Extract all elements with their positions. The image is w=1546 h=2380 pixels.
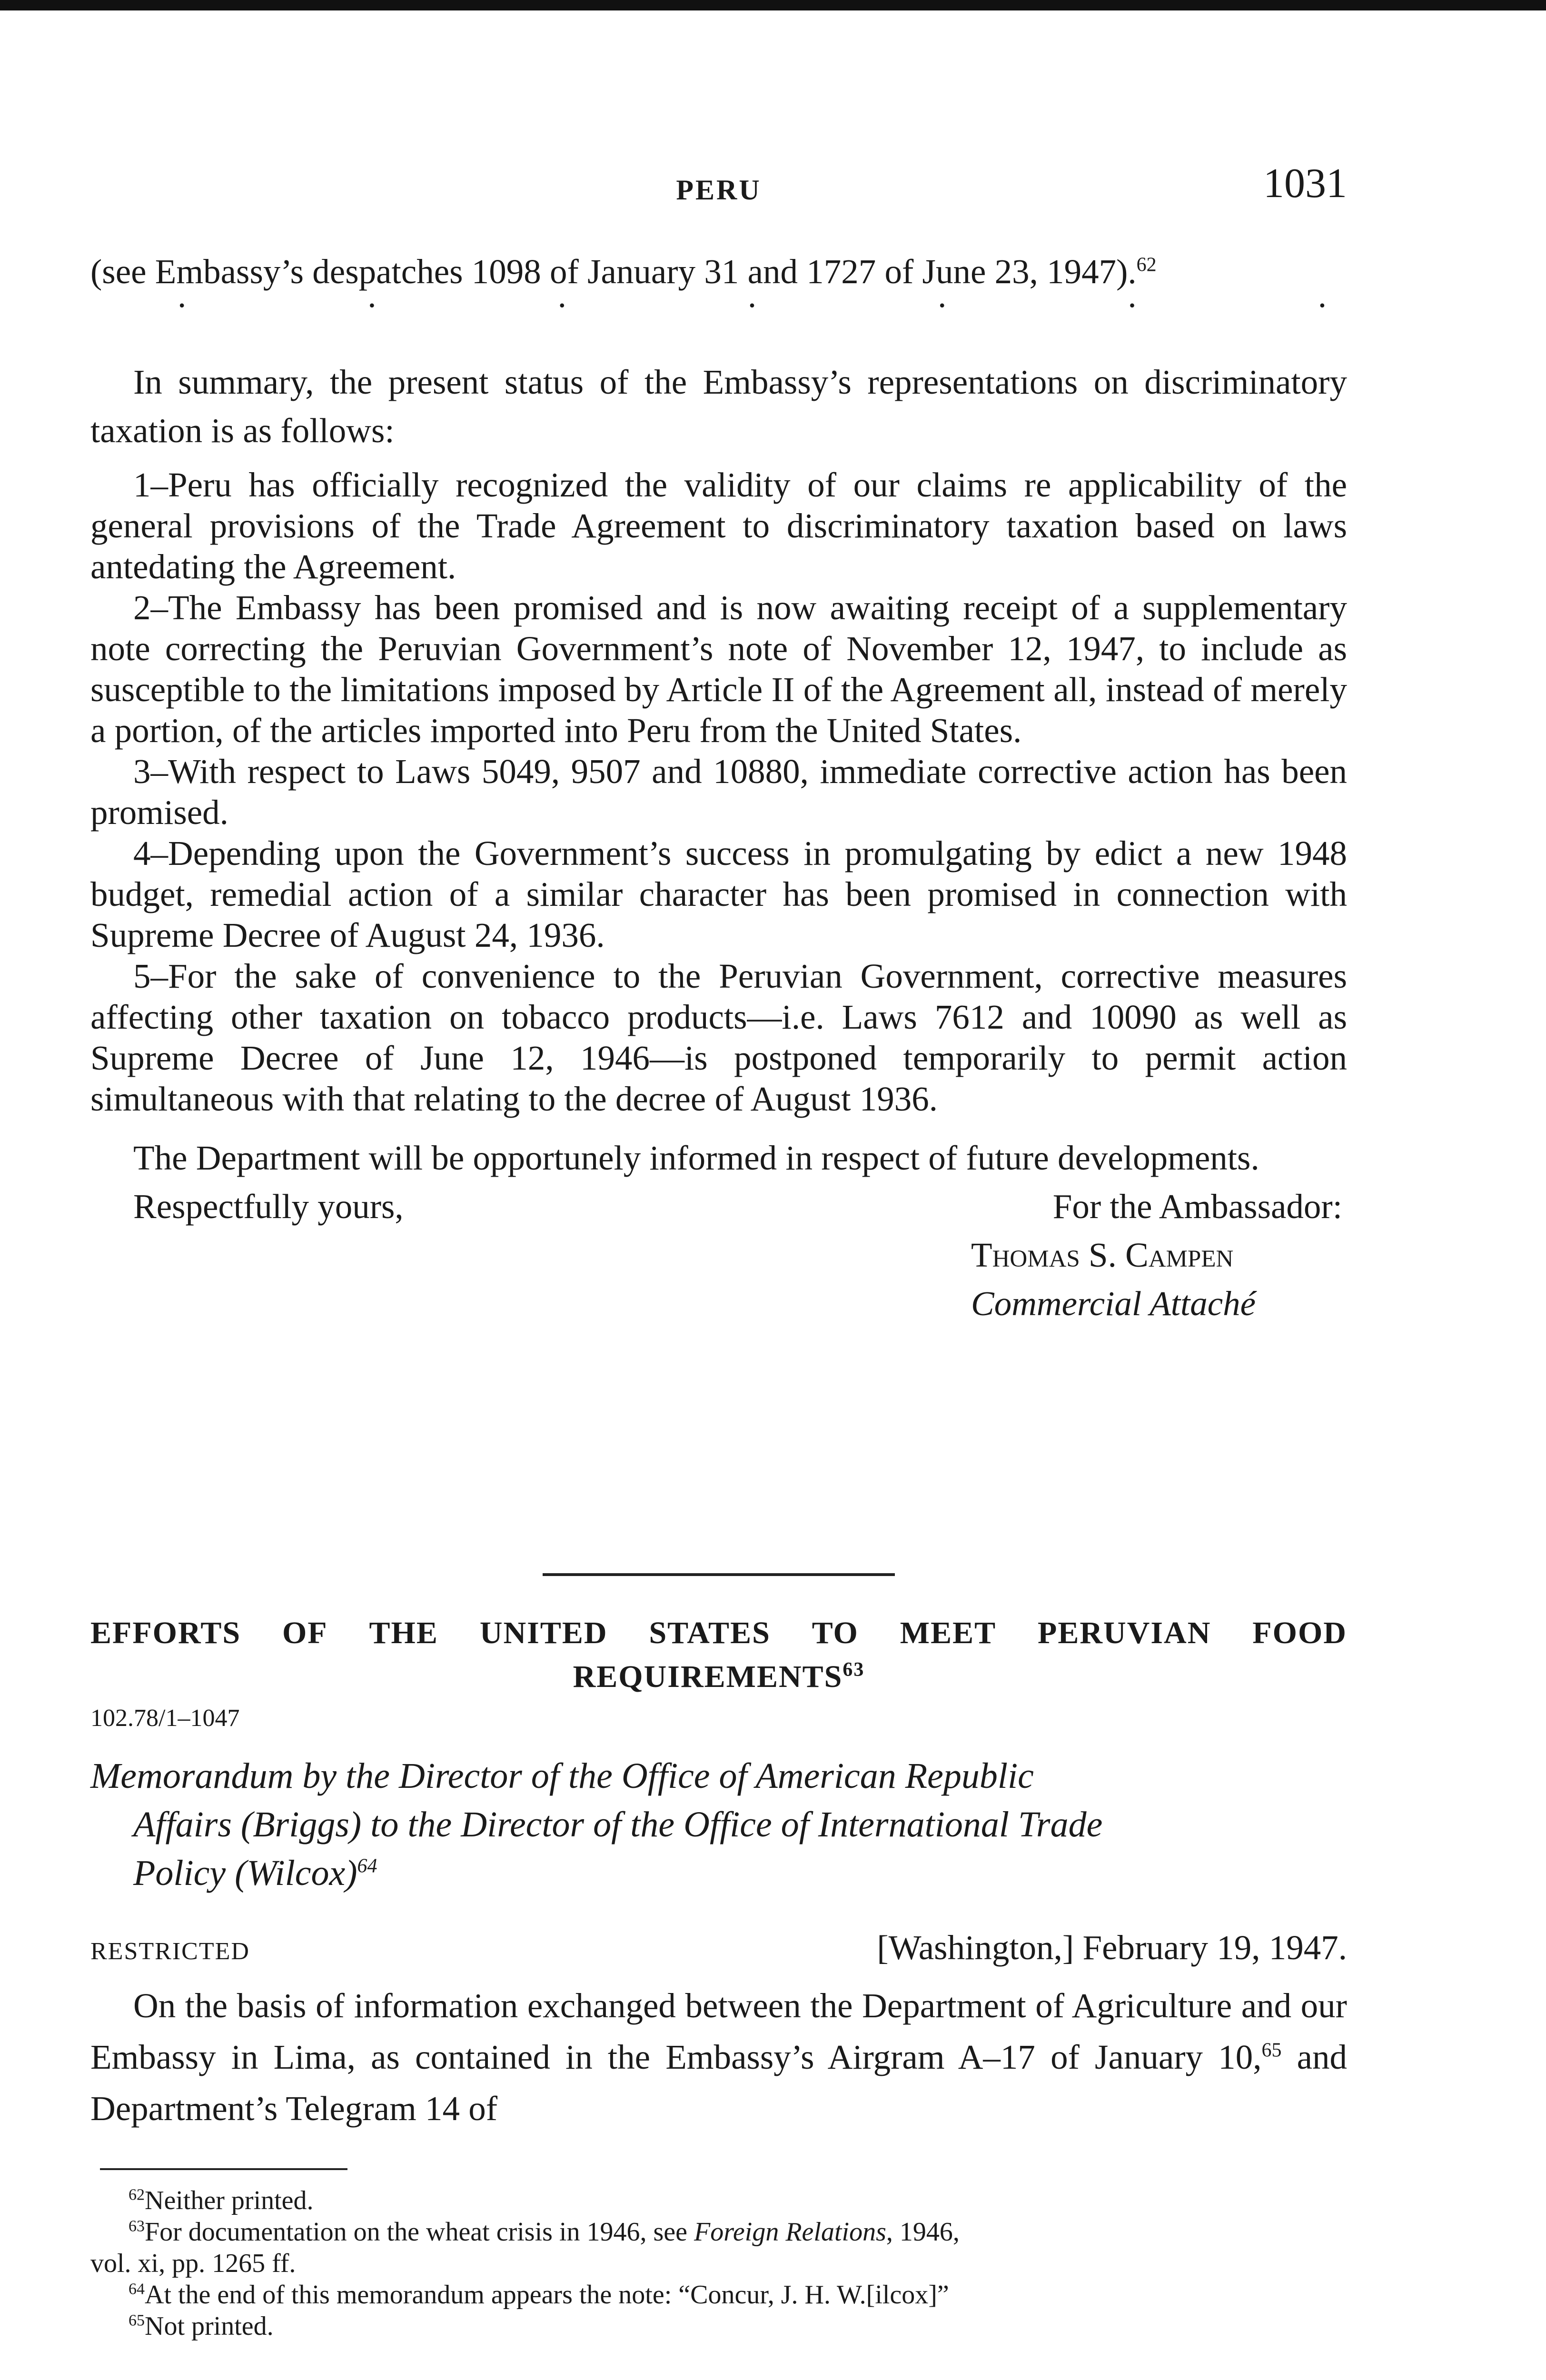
footnote-ref-63: 63	[842, 1659, 865, 1681]
memo-body: On the basis of information exchanged between the Department of Agriculture and our Embassy in Lima, as contained in the Embassy’s Airgram A–17 of January 10,65 and Department’s Telegram 14 of	[90, 1986, 1347, 2128]
running-head	[90, 159, 1347, 217]
page-number: 1031	[1263, 160, 1347, 207]
list-item: 3–With respect to Laws 5049, 9507 and 10880, immediate corrective action has been promised.	[90, 752, 1347, 832]
signature-line	[90, 1182, 1347, 1231]
footnote-63-cont: vol. xi, pp. 1265 ff.	[90, 2249, 296, 2278]
summary-intro: In summary, the present status of the Embassy’s representations on discriminatory taxation is as follows:	[90, 363, 1347, 450]
footnote-ref-64: 64	[357, 1855, 377, 1877]
classification-label: RESTRICTED	[90, 1938, 250, 1965]
footnote-63: $^{63}$For documentation on the wheat crisis in 1946, see Foreign Relations, 1946,	[129, 2217, 960, 2247]
list-item: 2–The Embassy has been promised and is now awaiting receipt of a supplementary note correcting the Peruvian Government’s note of November 12, 1947, to include as susceptible to the limitations imposed by Article II of the Agreement all, instead of merely a portion, of the articles imported into Peru from the United States.	[90, 588, 1347, 750]
footnote-62: $^{62}$Neither printed.	[129, 2186, 314, 2215]
section-divider	[543, 1573, 895, 1576]
place-date: [Washington,] February 19, 1947.	[877, 1928, 1347, 1967]
closing-paragraph: The Department will be opportunely informed in respect of future developments.	[133, 1139, 1259, 1177]
list-item: 4–Depending upon the Government’s success in promulgating by edict a new 1948 budget, remedial action of a similar character has been promised in connection with Supreme Decree of August 24, 1936.	[90, 834, 1347, 954]
section-heading-line2: REQUIREMENTS$^{63}$	[573, 1659, 865, 1694]
footnotes	[90, 2185, 1347, 2342]
signature-for: For the Ambassador:	[1052, 1187, 1342, 1226]
footnote-rule	[100, 2168, 347, 2170]
footnote-ref-65: 65	[1261, 2039, 1282, 2062]
intro-paragraph: (see Embassy’s despatches 1098 of January 31 and 1727 of June 23, 1947).$^{62}$	[90, 252, 1157, 291]
file-number: 102.78/1–1047	[90, 1705, 240, 1732]
footnote-65: $^{65}$Not printed.	[129, 2311, 274, 2341]
signer-name: Thomas S. Campen	[971, 1236, 1234, 1274]
signer-title: Commercial Attaché	[971, 1284, 1256, 1323]
footnote-ref-62: 62	[1136, 254, 1157, 276]
complimentary-close: Respectfully yours,	[133, 1187, 404, 1226]
section-heading-line1: EFFORTS OF THE UNITED STATES TO MEET PERUVIAN FOOD	[90, 1616, 1347, 1650]
ellipsis-row: · · · · · · ·	[176, 286, 1328, 325]
scan-top-border	[0, 0, 1546, 10]
footnote-64: $^{64}$At the end of this memorandum appears the note: “Concur, J. H. W.[ilcox]”	[129, 2280, 949, 2310]
list-item: 1–Peru has officially recognized the validity of our claims re applicability of the general provisions of the Trade Agreement to discriminatory taxation based on laws antedating the Agreement.	[90, 466, 1347, 586]
dateline	[90, 1928, 1347, 1968]
running-head-title: PERU	[676, 174, 762, 206]
summary-list	[90, 465, 1347, 1120]
section-heading	[90, 1611, 1347, 1699]
letter-body	[90, 248, 1347, 1328]
memo-title: Memorandum by the Director of the Office of American Republic Affairs (Briggs) to the Director of the Office of International Trade Policy (Wilcox)$^{64}$	[90, 1756, 1103, 1893]
signature-block	[971, 1231, 1347, 1328]
list-item: 5–For the sake of convenience to the Peruvian Government, corrective measures affecting other taxation on tobacco products—i.e. Laws 7612 and 10090 as well as Supreme Decree of June 12, 1946—is postponed temporarily to permit action simultaneous with that relating to the decree of August 1936.	[90, 957, 1347, 1118]
